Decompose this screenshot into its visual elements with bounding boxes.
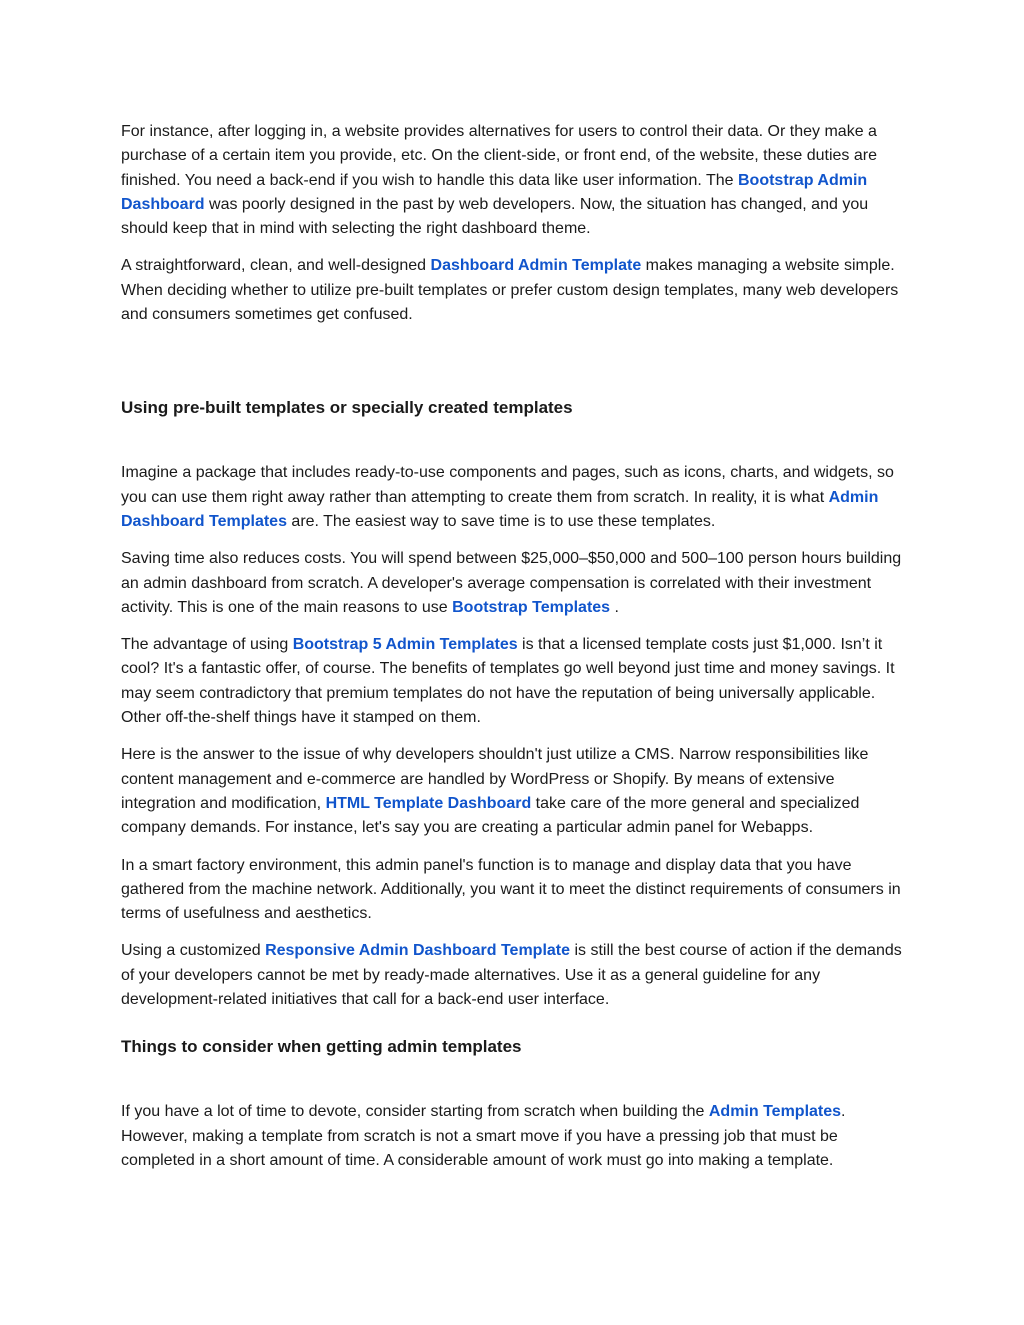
paragraph-smart-factory: In a smart factory environment, this admin panel's function is to manage and display data that you have gathered from the machine network. Additionally, you want it to meet the distinct requirements of consumers in terms of usefulness and aesthetics.	[121, 856, 901, 923]
paragraph-costs: Saving time also reduces costs. You will spend between $25,000–$50,000 and 500–100 person hours building an admin dashboard from scratch. A developer's average compensation is correlated with their investment activity. This is one of the main reasons to use Bootstrap Templates .	[121, 550, 902, 616]
link-admin-templates[interactable]: Admin Templates	[708, 1103, 842, 1121]
link-admin-dashboard-templates[interactable]: Admin Dashboard Templates	[121, 488, 879, 530]
heading-prebuilt-templates: Using pre-built templates or specially created templates	[121, 398, 573, 418]
link-dashboard-admin-template[interactable]: Dashboard Admin Template	[430, 257, 642, 275]
paragraph-advantage: The advantage of using Bootstrap 5 Admin Templates is that a licensed template costs just $1,000. Isn’t it cool? It's a fantastic offer, of course. The benefits of templates go well beyond just time and money savings. It may seem contradictory that premium templates do not have the reputation of being universally applicable. Other off-the-shelf things have it stamped on them.	[121, 636, 895, 727]
link-html-template-dashboard[interactable]: HTML Template Dashboard	[325, 794, 532, 812]
document-page	[121, 120, 911, 1186]
link-bootstrap-templates[interactable]: Bootstrap Templates	[452, 598, 611, 616]
link-bootstrap-admin-dashboard[interactable]: Bootstrap Admin Dashboard	[121, 171, 868, 213]
paragraph-dashboard-template: A straightforward, clean, and well-designed Dashboard Admin Template makes managing a website simple. When deciding whether to utilize pre-built templates or prefer custom design templates, many web developers and consumers sometimes get confused.	[121, 257, 899, 324]
link-responsive-admin-dashboard-template[interactable]: Responsive Admin Dashboard Template	[265, 942, 571, 960]
paragraph-intro: For instance, after logging in, a website provides alternatives for users to control their data. Or they make a purchase of a certain item you provide, etc. On the client-side, or front end, of the website, these duties are finished. You need a back-end if you wish to handle this data like user information. The Bootstrap Admin Dashboard was poorly designed in the past by web developers. Now, the situation has changed, and you should keep that in mind with selecting the right dashboard theme.	[121, 123, 877, 238]
paragraph-cms: Here is the answer to the issue of why developers shouldn't just utilize a CMS. Narrow responsibilities like content management and e-commerce are handled by WordPress or Shopify. By means of extensive integration and modification, HTML Template Dashboard take care of the more general and specialized company demands. For instance, let's say you are creating a particular admin panel for Webapps.	[121, 746, 869, 837]
paragraph-devote-time: If you have a lot of time to devote, consider starting from scratch when building the Admin Templates. However, making a template from scratch is not a smart move if you have a pressing job that must be completed in a short amount of time. A considerable amount of work must go into making a template.	[121, 1103, 846, 1169]
paragraph-customized: Using a customized Responsive Admin Dashboard Template is still the best course of action if the demands of your developers cannot be met by ready-made alternatives. Use it as a general guideline for any development-related initiatives that call for a back-end user interface.	[121, 942, 902, 1009]
paragraph-package: Imagine a package that includes ready-to-use components and pages, such as icons, charts, and widgets, so you can use them right away rather than attempting to create them from scratch. In reality, it is what Admin Dashboard Templates are. The easiest way to save time is to use these templates.	[121, 464, 894, 530]
heading-things-to-consider: Things to consider when getting admin templates	[121, 1037, 522, 1057]
link-bootstrap-5-admin-templates[interactable]: Bootstrap 5 Admin Templates	[292, 636, 518, 654]
